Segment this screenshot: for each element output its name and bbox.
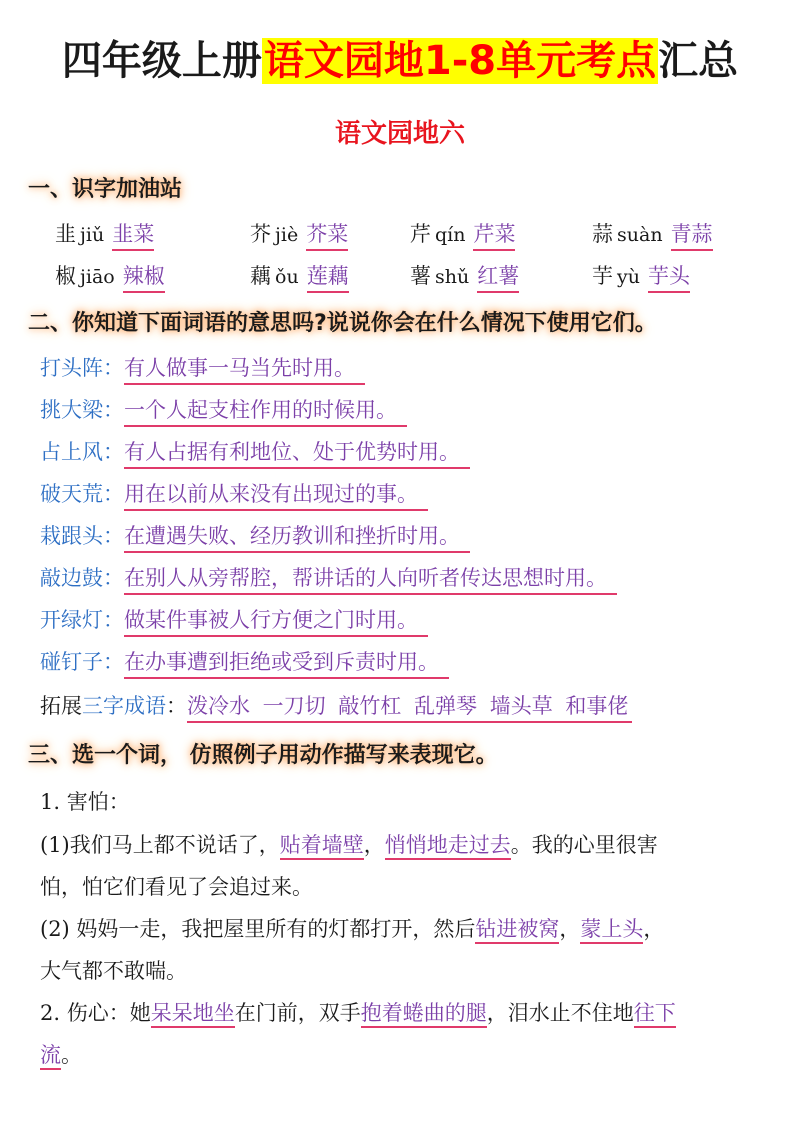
idiom-colon: ： bbox=[103, 608, 124, 632]
idiom-item bbox=[40, 644, 449, 680]
idiom-term: 开绿灯 bbox=[40, 608, 103, 632]
example-paragraph-3 bbox=[40, 992, 780, 1076]
pinyin: qín bbox=[435, 224, 466, 246]
char-word: 芥菜 bbox=[306, 219, 348, 251]
idiom-term: 敲边鼓 bbox=[40, 566, 103, 590]
idiom-colon: ： bbox=[103, 566, 124, 590]
para3-line1 bbox=[40, 992, 780, 1034]
idiom-term: 打头阵 bbox=[40, 356, 103, 380]
title-suffix: 汇总 bbox=[658, 38, 739, 84]
char-cell bbox=[55, 256, 165, 297]
underlined-phrase: 悄悄地走过去 bbox=[385, 833, 511, 860]
pinyin: jiè bbox=[275, 224, 299, 246]
para2-line1 bbox=[40, 908, 780, 950]
char-cell bbox=[592, 214, 713, 255]
char-cell bbox=[250, 256, 349, 297]
text: 。我的心里很害 bbox=[510, 833, 658, 857]
text: 。 bbox=[61, 1043, 82, 1067]
item1-label: 1. 害怕： bbox=[40, 790, 130, 814]
underlined-phrase: 钻进被窝 bbox=[475, 917, 559, 944]
extend-key: 三字成语 bbox=[82, 694, 166, 718]
idiom-meaning: 有人占据有利地位、处于优势时用。 bbox=[124, 437, 470, 469]
idiom-meaning: 用在以前从来没有出现过的事。 bbox=[124, 479, 428, 511]
idiom-meaning: 在遭遇失败、经历教训和挫折时用。 bbox=[124, 521, 470, 553]
idiom-item bbox=[40, 350, 365, 386]
idiom-meaning: 做某件事被人行方便之门时用。 bbox=[124, 605, 428, 637]
idiom-item bbox=[40, 476, 428, 512]
section1-heading: 一、识字加油站 bbox=[28, 177, 183, 202]
idiom-term: 碰钉子 bbox=[40, 650, 103, 674]
char: 韭 bbox=[55, 222, 76, 246]
char: 薯 bbox=[410, 264, 431, 288]
idiom-term: 栽跟头 bbox=[40, 524, 103, 548]
char-cell bbox=[250, 214, 348, 255]
char-word: 莲藕 bbox=[307, 261, 349, 293]
char-cell bbox=[410, 214, 515, 255]
char: 芹 bbox=[410, 222, 431, 246]
char-word: 韭菜 bbox=[112, 219, 154, 251]
para1-line1 bbox=[40, 824, 780, 866]
char-row-2 bbox=[0, 256, 800, 296]
idiom-term: 占上风 bbox=[40, 440, 103, 464]
idiom-item bbox=[40, 392, 407, 428]
idiom-term: 挑大梁 bbox=[40, 398, 103, 422]
para2-line2: 大气都不敢喘。 bbox=[40, 959, 187, 983]
char-cell bbox=[410, 256, 519, 297]
para1-line2: 怕，怕它们看见了会追过来。 bbox=[40, 875, 313, 899]
text: (1)我们马上都不说话了， bbox=[40, 833, 280, 857]
page-subtitle: 语文园地六 bbox=[334, 119, 465, 149]
idiom-colon: ： bbox=[103, 482, 124, 506]
page-title bbox=[0, 28, 800, 94]
extend-row bbox=[40, 688, 632, 724]
extend-colon: ： bbox=[166, 694, 187, 718]
text: 在门前，双手 bbox=[234, 1001, 361, 1025]
idiom-item bbox=[40, 560, 617, 596]
idiom-colon: ： bbox=[103, 650, 124, 674]
title-highlight: 语文园地1-8单元考点 bbox=[263, 38, 657, 84]
idiom-colon: ： bbox=[103, 440, 124, 464]
text: ， bbox=[363, 833, 385, 857]
pinyin: shǔ bbox=[435, 266, 470, 288]
idiom-meaning: 在办事遭到拒绝或受到斥责时用。 bbox=[124, 647, 449, 679]
idiom-colon: ： bbox=[103, 356, 124, 380]
extend-label: 拓展 bbox=[40, 694, 82, 718]
char-word: 辣椒 bbox=[123, 261, 165, 293]
pinyin: ǒu bbox=[275, 266, 299, 288]
char-cell bbox=[55, 214, 154, 255]
idiom-meaning: 一个人起支柱作用的时候用。 bbox=[124, 395, 407, 427]
idiom-item bbox=[40, 518, 470, 554]
pinyin: jiāo bbox=[80, 266, 115, 288]
example-paragraph-2 bbox=[40, 908, 780, 992]
text: ， bbox=[559, 917, 581, 941]
idiom-colon: ： bbox=[103, 398, 124, 422]
underlined-phrase: 呆呆地坐 bbox=[151, 1001, 235, 1028]
char: 芥 bbox=[250, 222, 271, 246]
text: ，泪水止不住地 bbox=[486, 1001, 634, 1025]
idiom-meaning: 在别人从旁帮腔，帮讲话的人向听者传达思想时用。 bbox=[124, 563, 617, 595]
extend-idiom-list: 泼冷水 一刀切 敲竹杠 乱弹琴 墙头草 和事佬 bbox=[187, 691, 632, 723]
section2-heading: 二、你知道下面词语的意思吗?说说你会在什么情况下使用它们。 bbox=[28, 311, 657, 336]
underlined-phrase: 流 bbox=[40, 1043, 61, 1070]
char-cell bbox=[592, 256, 690, 297]
char-word: 芹菜 bbox=[473, 219, 515, 251]
title-prefix: 四年级上册 bbox=[61, 38, 262, 84]
example-paragraph-1 bbox=[40, 824, 780, 908]
underlined-phrase: 往下 bbox=[634, 1001, 676, 1028]
text: (2) 妈妈一走，我把屋里所有的灯都打开，然后 bbox=[40, 917, 476, 941]
char-word: 红薯 bbox=[477, 261, 519, 293]
idiom-meaning: 有人做事一马当先时用。 bbox=[124, 353, 365, 385]
section3-heading: 三、选一个词， 仿照例子用动作描写来表现它。 bbox=[28, 743, 498, 768]
char: 藕 bbox=[250, 264, 271, 288]
text: 2. 伤心：她 bbox=[40, 1001, 151, 1025]
para3-line2 bbox=[40, 1034, 780, 1076]
char-word: 青蒜 bbox=[671, 219, 713, 251]
idiom-item bbox=[40, 602, 428, 638]
idiom-term: 破天荒 bbox=[40, 482, 103, 506]
char: 椒 bbox=[55, 264, 76, 288]
pinyin: yù bbox=[617, 266, 640, 288]
pinyin: jiǔ bbox=[80, 224, 105, 246]
char: 蒜 bbox=[592, 222, 613, 246]
idiom-item bbox=[40, 434, 470, 470]
underlined-phrase: 蒙上头 bbox=[580, 917, 643, 944]
char-word: 芋头 bbox=[648, 261, 690, 293]
idiom-colon: ： bbox=[103, 524, 124, 548]
underlined-phrase: 抱着蜷曲的腿 bbox=[361, 1001, 487, 1028]
underlined-phrase: 贴着墙壁 bbox=[280, 833, 364, 860]
char: 芋 bbox=[592, 264, 613, 288]
pinyin: suàn bbox=[617, 224, 663, 246]
char-row-1 bbox=[0, 214, 800, 254]
text: ， bbox=[643, 917, 665, 941]
